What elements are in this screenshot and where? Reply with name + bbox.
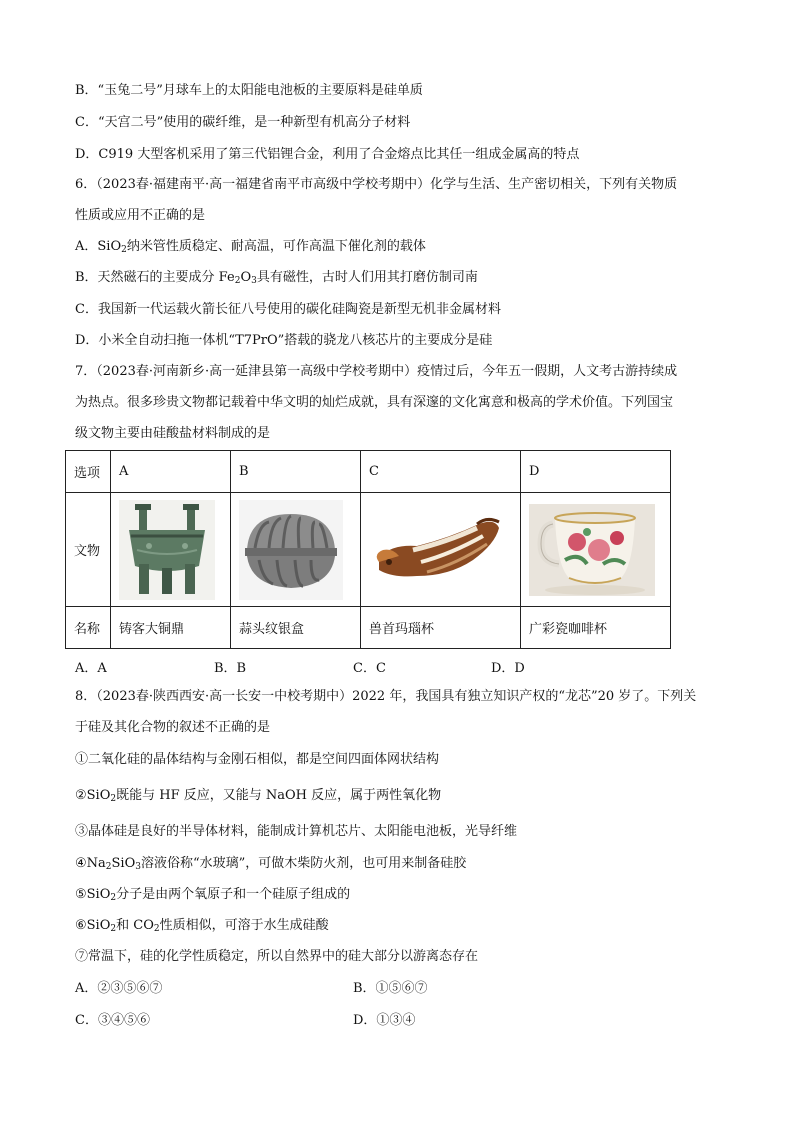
q8-s6-subscript-1: 2	[110, 924, 117, 934]
option-cell-a: A	[111, 451, 231, 493]
q8-s4-text-3: 溶液俗称“水玻璃”，可做木柴防火剂，也可用来制备硅胶	[140, 856, 467, 871]
q8-s6-subscript-2: 2	[153, 924, 160, 934]
q6-b-subscript-2: 3	[251, 276, 257, 286]
q8-statement-5	[75, 886, 350, 904]
q7-answer-d[interactable]: D．D	[491, 661, 525, 676]
q8-s2-text-2: 既能与 HF 反应，又能与 NaOH 反应，属于两性氧化物	[116, 788, 442, 803]
q6-stem-line-2: 性质或应用不正确的是	[75, 208, 206, 223]
q6-option-b	[75, 269, 478, 287]
bronze-ding-image	[119, 500, 215, 600]
q8-s6-text-3: 性质相似，可溶于水生成硅酸	[159, 918, 329, 933]
q8-statement-1: ①二氧化硅的晶体结构与金刚石相似，都是空间四面体网状结构	[75, 752, 440, 767]
q7-stem-line-2: 为热点。很多珍贵文物都记载着中华文明的灿烂成就，具有深邃的文化寓意和极高的学术价值。下列国宝	[75, 395, 674, 410]
q7-stem-line-1: 7．（2023春·河南新乡·高一延津县第一高级中学校考期中）疫情过后，今年五一假期，人文考古游持续成	[75, 364, 678, 379]
relic-cell-d	[521, 493, 671, 607]
relic-cell-b	[231, 493, 361, 607]
q6-b-text-3: 具有磁性，古时人们用其打磨仿制司南	[256, 270, 478, 285]
relic-cell-c	[361, 493, 521, 607]
q8-s5-subscript: 2	[110, 893, 117, 903]
row-label-name: 名称	[66, 607, 111, 649]
q8-stem-line-1: 8．（2023春·陕西西安·高一长安一中校考期中）2022 年，我国具有独立知识产权的“龙芯”20 岁了。下列关	[75, 689, 697, 704]
porcelain-cup-image	[529, 504, 655, 596]
q6-b-text-1: B．天然磁石的主要成分 Fe	[75, 270, 235, 285]
q7-answer-b[interactable]: B．B	[214, 661, 247, 676]
q8-option-c[interactable]: C．③④⑤⑥	[75, 1013, 150, 1028]
q8-s5-text-2: 分子是由两个氧原子和一个硅原子组成的	[116, 887, 351, 902]
q8-s6-text-1: ⑥SiO	[75, 918, 111, 933]
q6-stem-line-1: 6．（2023春·福建南平·高一福建省南平市高级中学校考期中）化学与生活、生产密切相关，下列有关物质	[75, 177, 678, 192]
q6-a-subscript: 2	[121, 245, 127, 255]
q8-s2-text-1: ②SiO	[75, 788, 111, 803]
q8-statement-3: ③晶体硅是良好的半导体材料，能制成计算机芯片、太阳能电池板，光导纤维	[75, 824, 518, 839]
q7-answer-a[interactable]: A．A	[75, 661, 107, 676]
name-cell-d: 广彩瓷咖啡杯	[521, 607, 671, 649]
q8-s4-subscript-1: 2	[105, 862, 112, 872]
option-cell-b: B	[231, 451, 361, 493]
q6-option-a	[75, 238, 426, 256]
name-cell-a: 铸客大铜鼎	[111, 607, 231, 649]
table-row-relic	[66, 493, 671, 607]
name-cell-c: 兽首玛瑙杯	[361, 607, 521, 649]
agate-cup-image	[369, 514, 505, 586]
option-cell-c: C	[361, 451, 521, 493]
q8-s5-text-1: ⑤SiO	[75, 887, 111, 902]
q8-statement-2	[75, 787, 441, 805]
q8-s4-subscript-2: 3	[135, 862, 141, 872]
q8-option-b[interactable]: B．①⑤⑥⑦	[353, 981, 428, 996]
row-label-option: 选项	[66, 451, 111, 493]
q8-statement-7: ⑦常温下，硅的化学性质稳定，所以自然界中的硅大部分以游离态存在	[75, 949, 479, 964]
q8-statement-4	[75, 855, 466, 873]
q8-s4-text-2: SiO	[111, 856, 136, 871]
relics-table	[65, 450, 671, 649]
table-row-name	[66, 607, 671, 649]
q6-b-text-2: O	[240, 270, 252, 285]
silver-box-image	[239, 500, 343, 600]
q5-option-c: C．“天宫二号”使用的碳纤维，是一种新型有机高分子材料	[75, 115, 411, 130]
q6-a-text-1: A．SiO	[75, 239, 122, 254]
q6-a-text-2: 纳米管性质稳定、耐高温，可作高温下催化剂的载体	[126, 239, 426, 254]
q8-statement-6	[75, 917, 329, 935]
q8-option-a[interactable]: A．②③⑤⑥⑦	[75, 981, 163, 996]
relic-cell-a	[111, 493, 231, 607]
q5-option-d: D．C919 大型客机采用了第三代铝锂合金，利用了合金熔点比其任一组成金属高的特点	[75, 147, 580, 162]
q7-stem-line-3: 级文物主要由硅酸盐材料制成的是	[75, 426, 271, 441]
q8-s2-subscript: 2	[110, 794, 117, 804]
q5-option-b: B．“玉兔二号”月球车上的太阳能电池板的主要原料是硅单质	[75, 83, 423, 98]
table-row-option	[66, 451, 671, 493]
q8-s4-text-1: ④Na	[75, 856, 106, 871]
name-cell-b: 蒜头纹银盒	[231, 607, 361, 649]
q8-option-d[interactable]: D．①③④	[353, 1013, 416, 1028]
q6-option-c: C．我国新一代运载火箭长征八号使用的碳化硅陶瓷是新型无机非金属材料	[75, 302, 501, 317]
q7-answer-c[interactable]: C．C	[353, 661, 386, 676]
option-cell-d: D	[521, 451, 671, 493]
q8-stem-line-2: 于硅及其化合物的叙述不正确的是	[75, 720, 271, 735]
row-label-relic: 文物	[66, 493, 111, 607]
q6-b-subscript-1: 2	[234, 276, 241, 286]
q8-s6-text-2: 和 CO	[116, 918, 154, 933]
q6-option-d: D．小米全自动扫拖一体机“T7PrO”搭载的骁龙八核芯片的主要成分是硅	[75, 333, 493, 348]
